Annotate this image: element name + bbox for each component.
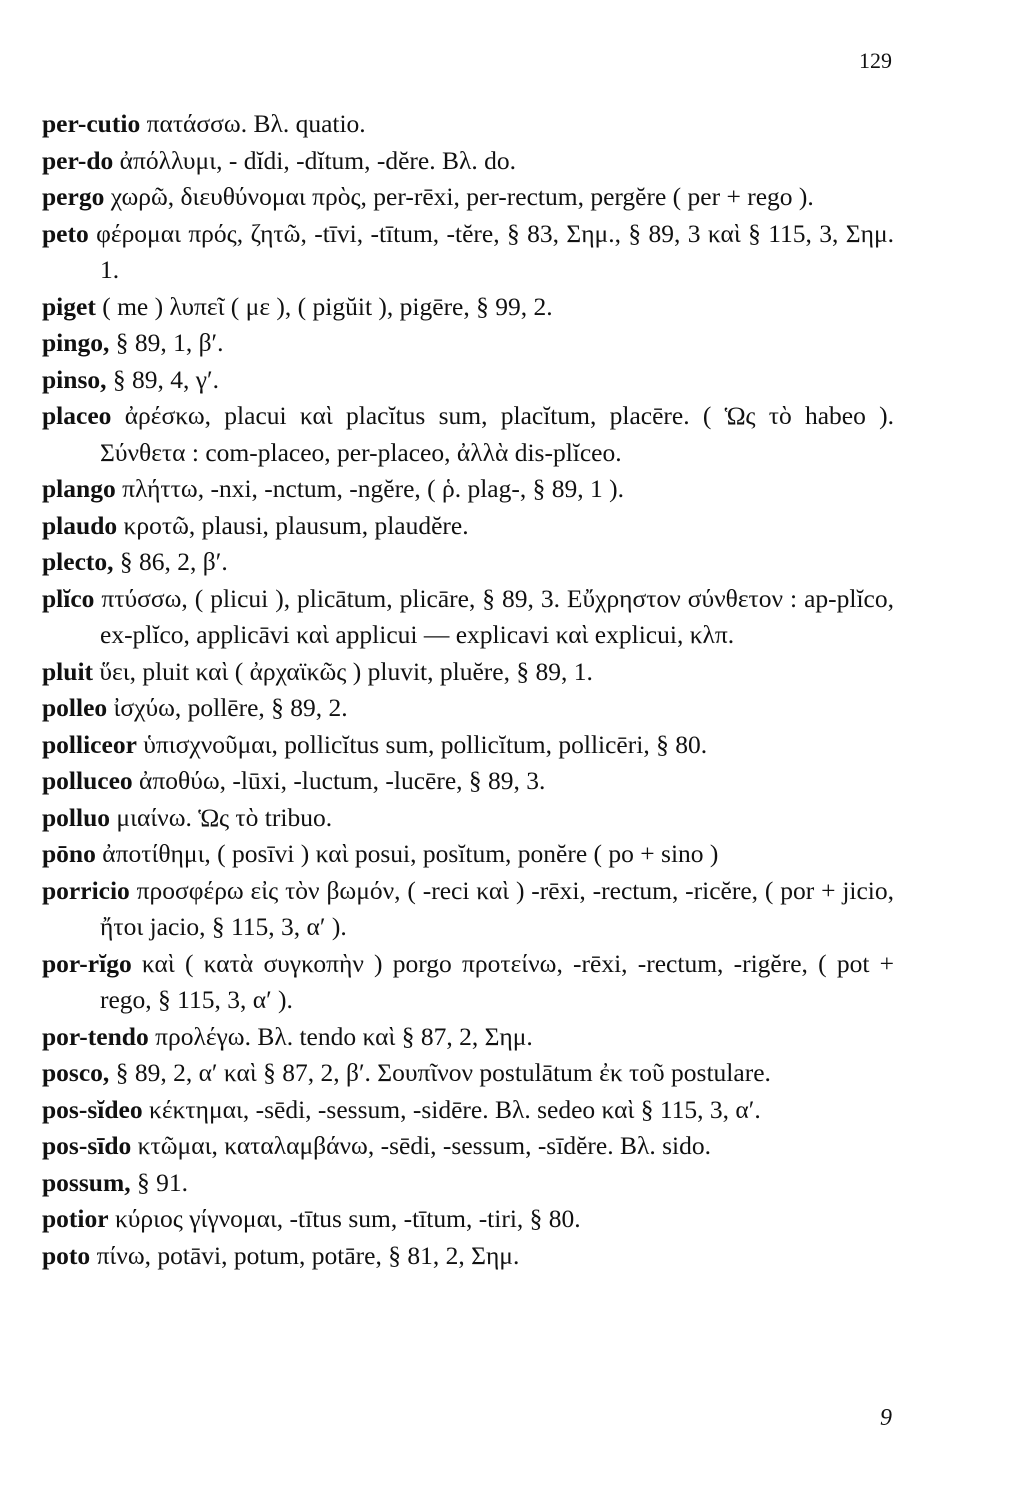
dictionary-entry bbox=[42, 1201, 894, 1238]
dictionary-entry bbox=[42, 216, 894, 289]
entry-headword: por-rĭgo bbox=[42, 948, 132, 978]
entry-definition: § 89, 4, γ′. bbox=[112, 364, 219, 394]
entry-definition: πλήττω, -nxi, -nctum, -ngĕre, ( ῥ. plag-, § 89, 1 ). bbox=[122, 474, 624, 503]
entry-definition: § 86, 2, β′. bbox=[119, 547, 228, 576]
entry-headword: per-cutio bbox=[42, 109, 141, 138]
dictionary-entry bbox=[42, 362, 894, 399]
entry-headword: plecto, bbox=[42, 547, 114, 576]
entry-headword: per-do bbox=[42, 145, 114, 175]
entry-definition: προσφέρω εἰς τὸν βωμόν, ( -reci καὶ ) -rēxi, -rectum, -ricĕre, ( por + jicio, ἤτοι jacio, § 115, 3, α′ ). bbox=[100, 875, 895, 941]
entry-definition: ὑπισχνοῦμαι, pollicĭtus sum, pollicĭtum, pollicēri, § 80. bbox=[143, 729, 708, 759]
dictionary-entry bbox=[42, 1019, 894, 1056]
dictionary-entry bbox=[42, 508, 894, 545]
entry-headword: pingo, bbox=[42, 328, 110, 357]
entry-headword: peto bbox=[42, 218, 89, 248]
entry-definition: ἀπόλλυμι, - dĭdi, -dĭtum, -dĕre. Βλ. do. bbox=[119, 145, 516, 175]
entry-definition: πτύσσω, ( plicui ), plicātum, plicāre, § 89, 3. Εὔχρηστον σύνθετον : ap-plĭco, ex-plĭco, applicāvi καὶ applicui — explicavi καὶ explicui, κλπ. bbox=[100, 583, 895, 649]
entry-definition: ἰσχύω, pollēre, § 89, 2. bbox=[113, 693, 348, 722]
dictionary-entry bbox=[42, 1092, 894, 1129]
dictionary-entry bbox=[42, 325, 894, 362]
entry-definition: ( me ) λυπεῖ ( με ), ( pigŭit ), pigēre, § 99, 2. bbox=[102, 291, 553, 321]
entry-headword: polluo bbox=[42, 802, 111, 832]
dictionary-entry bbox=[42, 179, 894, 216]
entry-definition: ὕει, pluit καὶ ( ἀρχαϊκῶς ) pluvit, pluĕre, § 89, 1. bbox=[99, 656, 593, 686]
entry-definition: ἀποθύω, -lūxi, -luctum, -lucēre, § 89, 3. bbox=[139, 766, 546, 795]
dictionary-entry bbox=[42, 398, 894, 471]
entry-headword: pōno bbox=[42, 839, 96, 868]
entry-headword: polluceo bbox=[42, 766, 133, 795]
dictionary-entry bbox=[42, 946, 894, 1019]
entry-headword: polleo bbox=[42, 693, 108, 722]
entry-definition: πίνω, potāvi, potum, potāre, § 81, 2, Σημ. bbox=[96, 1240, 520, 1270]
entry-headword: pinso, bbox=[42, 364, 107, 394]
entry-headword: plaudo bbox=[42, 510, 118, 540]
dictionary-entry bbox=[42, 581, 894, 654]
entry-definition: προλέγω. Βλ. tendo καὶ § 87, 2, Σημ. bbox=[155, 1021, 533, 1051]
entry-definition: ἀποτίθημι, ( posīvi ) καὶ posui, posĭtum, ponĕre ( po + sino ) bbox=[102, 839, 719, 868]
entry-headword: posco, bbox=[42, 1058, 110, 1087]
entry-definition: φέρομαι πρός, ζητῶ, -tīvi, -tītum, -tĕre, § 83, Σημ., § 89, 3 καὶ § 115, 3, Σημ. 1. bbox=[96, 218, 895, 284]
dictionary-entry bbox=[42, 690, 894, 727]
entry-headword: potior bbox=[42, 1204, 109, 1233]
entry-headword: polliceor bbox=[42, 729, 137, 759]
entry-headword: pos-sĭdeo bbox=[42, 1094, 143, 1124]
entry-headword: porricio bbox=[42, 875, 130, 905]
entry-headword: placeo bbox=[42, 401, 112, 430]
dictionary-entry bbox=[42, 1128, 894, 1165]
entry-headword: poto bbox=[42, 1240, 91, 1270]
entry-headword: plango bbox=[42, 474, 116, 503]
dictionary-entry bbox=[42, 763, 894, 800]
dictionary-entry bbox=[42, 289, 894, 326]
entry-headword: piget bbox=[42, 291, 96, 321]
entry-headword: pos-sīdo bbox=[42, 1131, 132, 1160]
dictionary-entry bbox=[42, 836, 894, 873]
entry-definition: § 89, 2, α′ καὶ § 87, 2, β′. Σουπῖνον postulātum ἐκ τοῦ postulare. bbox=[115, 1058, 771, 1087]
dictionary-entry bbox=[42, 800, 894, 837]
dictionary-entry bbox=[42, 1165, 894, 1202]
entry-headword: por-tendo bbox=[42, 1021, 149, 1051]
dictionary-entry bbox=[42, 873, 894, 946]
signature-mark: 9 bbox=[880, 1405, 892, 1431]
entry-definition: κροτῶ, plausi, plausum, plaudĕre. bbox=[123, 510, 469, 540]
dictionary-entry bbox=[42, 1238, 894, 1275]
entry-headword: pergo bbox=[42, 182, 105, 211]
entry-headword: plĭco bbox=[42, 583, 95, 613]
entry-definition: χωρῶ, διευθύνομαι πρὸς, per-rēxi, per-rectum, pergĕre ( per + rego ). bbox=[110, 182, 814, 211]
entry-definition: § 89, 1, β′. bbox=[115, 328, 224, 357]
page-number: 129 bbox=[859, 48, 892, 73]
entry-definition: πατάσσω. Βλ. quatio. bbox=[146, 109, 366, 138]
entry-definition: § 91. bbox=[136, 1167, 188, 1197]
entry-definition: ἀρέσκω, placui καὶ placĭtus sum, placĭtum, placēre. ( Ὡς τὸ habeo ). Σύνθετα : com-placeo, per-placeo, ἀλλὰ dis-plĭceo. bbox=[100, 401, 895, 467]
entry-definition: κύριος γίγνομαι, -tītus sum, -tītum, -tiri, § 80. bbox=[114, 1204, 581, 1233]
dictionary-entry bbox=[42, 544, 894, 581]
entry-headword: possum, bbox=[42, 1167, 131, 1197]
dictionary-entry bbox=[42, 654, 894, 691]
dictionary-entry bbox=[42, 471, 894, 508]
entry-definition: καὶ ( κατὰ συγκοπὴν ) porgo προτείνω, -rēxi, -rectum, -rigĕre, ( pot + rego, § 115, 3, α′ ). bbox=[100, 948, 894, 1014]
dictionary-entries bbox=[42, 106, 894, 1274]
entry-definition: κέκτημαι, -sēdi, -sessum, -sidēre. Βλ. sedeo καὶ § 115, 3, α′. bbox=[148, 1094, 761, 1124]
entry-headword: pluit bbox=[42, 656, 94, 686]
dictionary-entry bbox=[42, 727, 894, 764]
dictionary-entry bbox=[42, 1055, 894, 1092]
dictionary-entry bbox=[42, 106, 894, 143]
entry-definition: κτῶμαι, καταλαμβάνω, -sēdi, -sessum, -sīdĕre. Βλ. sido. bbox=[137, 1131, 711, 1160]
dictionary-entry bbox=[42, 143, 894, 180]
entry-definition: μιαίνω. Ὡς τὸ tribuo. bbox=[116, 802, 333, 832]
